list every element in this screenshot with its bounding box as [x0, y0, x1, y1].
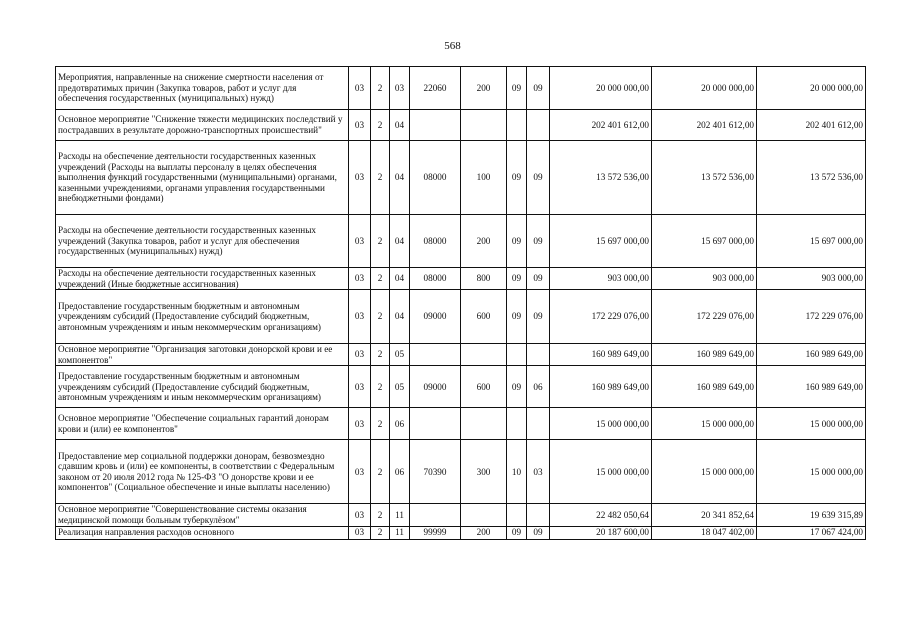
- code-measure: 11: [390, 526, 410, 539]
- code-direction: [410, 344, 461, 366]
- code-subsection: 09: [527, 215, 550, 268]
- amount-year-2: 13 572 536,00: [652, 141, 757, 215]
- amount-year-3: 903 000,00: [757, 268, 866, 290]
- code-section: 09: [507, 67, 527, 110]
- row-name: Основное мероприятие "Совершенствование системы оказания медицинской помощи больным туберкулёзом": [56, 504, 349, 526]
- code-subprogram: 2: [371, 110, 390, 141]
- table-row: [56, 215, 866, 268]
- code-subprogram: 2: [371, 440, 390, 504]
- code-expense-type: [461, 344, 507, 366]
- code-subsection: 09: [527, 526, 550, 539]
- code-subprogram: 2: [371, 67, 390, 110]
- amount-year-3: 13 572 536,00: [757, 141, 866, 215]
- code-expense-type: 100: [461, 141, 507, 215]
- amount-year-3: 172 229 076,00: [757, 290, 866, 344]
- amount-year-2: 15 000 000,00: [652, 440, 757, 504]
- code-subsection: 09: [527, 290, 550, 344]
- amount-year-1: 22 482 050,64: [550, 504, 652, 526]
- code-expense-type: 200: [461, 526, 507, 539]
- code-measure: 04: [390, 268, 410, 290]
- code-program: 03: [349, 290, 371, 344]
- amount-year-2: 172 229 076,00: [652, 290, 757, 344]
- code-subsection: 03: [527, 440, 550, 504]
- page-number: 568: [444, 40, 461, 52]
- code-direction: [410, 504, 461, 526]
- code-direction: [410, 408, 461, 440]
- amount-year-2: 202 401 612,00: [652, 110, 757, 141]
- code-section: [507, 504, 527, 526]
- code-direction: 09000: [410, 366, 461, 408]
- code-expense-type: 200: [461, 215, 507, 268]
- code-subsection: 09: [527, 268, 550, 290]
- code-program: 03: [349, 268, 371, 290]
- code-subprogram: 2: [371, 290, 390, 344]
- code-subsection: [527, 110, 550, 141]
- amount-year-2: 18 047 402,00: [652, 526, 757, 539]
- code-section: 09: [507, 268, 527, 290]
- code-expense-type: [461, 408, 507, 440]
- amount-year-3: 160 989 649,00: [757, 366, 866, 408]
- amount-year-3: 19 639 315,89: [757, 504, 866, 526]
- code-section: 10: [507, 440, 527, 504]
- amount-year-1: 172 229 076,00: [550, 290, 652, 344]
- code-direction: 09000: [410, 290, 461, 344]
- code-program: 03: [349, 110, 371, 141]
- code-section: 09: [507, 526, 527, 539]
- code-subprogram: 2: [371, 526, 390, 539]
- code-program: 03: [349, 408, 371, 440]
- row-name: Реализация направления расходов основного: [56, 526, 349, 539]
- code-direction: 99999: [410, 526, 461, 539]
- code-expense-type: 600: [461, 366, 507, 408]
- amount-year-3: 160 989 649,00: [757, 344, 866, 366]
- code-subprogram: 2: [371, 408, 390, 440]
- code-section: [507, 110, 527, 141]
- code-subprogram: 2: [371, 268, 390, 290]
- code-subsection: [527, 344, 550, 366]
- amount-year-1: 13 572 536,00: [550, 141, 652, 215]
- code-measure: 04: [390, 141, 410, 215]
- row-name: Расходы на обеспечение деятельности государственных казенных учреждений (Закупка товаров, работ и услуг для обеспечения государственных (муниципальных) нужд): [56, 215, 349, 268]
- table-row: [56, 366, 866, 408]
- code-measure: 06: [390, 440, 410, 504]
- code-section: 09: [507, 141, 527, 215]
- code-subsection: [527, 408, 550, 440]
- amount-year-1: 160 989 649,00: [550, 366, 652, 408]
- code-expense-type: 800: [461, 268, 507, 290]
- table-row: [56, 110, 866, 141]
- code-expense-type: 600: [461, 290, 507, 344]
- amount-year-3: 15 000 000,00: [757, 440, 866, 504]
- code-direction: 08000: [410, 268, 461, 290]
- amount-year-1: 903 000,00: [550, 268, 652, 290]
- amount-year-2: 20 000 000,00: [652, 67, 757, 110]
- code-expense-type: [461, 110, 507, 141]
- code-subsection: 09: [527, 67, 550, 110]
- amount-year-1: 160 989 649,00: [550, 344, 652, 366]
- code-measure: 05: [390, 366, 410, 408]
- code-section: 09: [507, 366, 527, 408]
- code-measure: 11: [390, 504, 410, 526]
- amount-year-2: 160 989 649,00: [652, 344, 757, 366]
- amount-year-1: 20 000 000,00: [550, 67, 652, 110]
- code-subprogram: 2: [371, 504, 390, 526]
- table-row: [56, 440, 866, 504]
- row-name: Предоставление мер социальной поддержки донорам, безвозмездно сдавшим кровь и (или) ее компоненты, в соответствии с Федеральным законом от 20 июля 2012 года № 125-ФЗ "О донорстве крови и ее компонентов" (Социальное обеспечение и иные выплаты населению): [56, 440, 349, 504]
- code-measure: 05: [390, 344, 410, 366]
- code-program: 03: [349, 440, 371, 504]
- code-subsection: [527, 504, 550, 526]
- code-program: 03: [349, 67, 371, 110]
- amount-year-2: 903 000,00: [652, 268, 757, 290]
- row-name: Предоставление государственным бюджетным и автономным учреждениям субсидий (Предоставление субсидий бюджетным, автономным учреждениям и иным некоммерческим организациям): [56, 366, 349, 408]
- amount-year-3: 17 067 424,00: [757, 526, 866, 539]
- amount-year-2: 15 000 000,00: [652, 408, 757, 440]
- code-direction: 08000: [410, 141, 461, 215]
- table-row: [56, 526, 866, 539]
- code-direction: 08000: [410, 215, 461, 268]
- amount-year-1: 202 401 612,00: [550, 110, 652, 141]
- amount-year-3: 202 401 612,00: [757, 110, 866, 141]
- amount-year-1: 15 697 000,00: [550, 215, 652, 268]
- table-row: [56, 268, 866, 290]
- code-measure: 04: [390, 290, 410, 344]
- code-subprogram: 2: [371, 344, 390, 366]
- table-row: [56, 141, 866, 215]
- table-row: [56, 408, 866, 440]
- code-expense-type: 200: [461, 67, 507, 110]
- code-section: 09: [507, 215, 527, 268]
- code-subprogram: 2: [371, 215, 390, 268]
- code-subsection: 09: [527, 141, 550, 215]
- row-name: Основное мероприятие "Обеспечение социальных гарантий донорам крови и (или) ее компонентов": [56, 408, 349, 440]
- amount-year-3: 15 000 000,00: [757, 408, 866, 440]
- row-name: Предоставление государственным бюджетным и автономным учреждениям субсидий (Предоставление субсидий бюджетным, автономным учреждениям и иным некоммерческим организациям): [56, 290, 349, 344]
- row-name: Расходы на обеспечение деятельности государственных казенных учреждений (Расходы на выплаты персоналу в целях обеспечения выполнения функций государственными (муниципальными) органами, казенными учреждениями, органами управления государственными внебюджетными фондами): [56, 141, 349, 215]
- code-program: 03: [349, 504, 371, 526]
- row-name: Основное мероприятие "Организация заготовки донорской крови и ее компонентов": [56, 344, 349, 366]
- budget-table: [55, 66, 866, 540]
- code-program: 03: [349, 141, 371, 215]
- row-name: Основное мероприятие "Снижение тяжести медицинских последствий у пострадавших в результате дорожно-транспортных происшествий": [56, 110, 349, 141]
- code-subprogram: 2: [371, 141, 390, 215]
- code-expense-type: [461, 504, 507, 526]
- amount-year-2: 20 341 852,64: [652, 504, 757, 526]
- code-section: [507, 408, 527, 440]
- row-name: Расходы на обеспечение деятельности государственных казенных учреждений (Иные бюджетные ассигнования): [56, 268, 349, 290]
- code-measure: 04: [390, 215, 410, 268]
- code-measure: 06: [390, 408, 410, 440]
- code-subprogram: 2: [371, 366, 390, 408]
- code-measure: 04: [390, 110, 410, 141]
- code-program: 03: [349, 526, 371, 539]
- table-row: [56, 504, 866, 526]
- code-direction: 70390: [410, 440, 461, 504]
- code-program: 03: [349, 366, 371, 408]
- amount-year-1: 20 187 600,00: [550, 526, 652, 539]
- table-row: [56, 290, 866, 344]
- amount-year-3: 15 697 000,00: [757, 215, 866, 268]
- amount-year-2: 160 989 649,00: [652, 366, 757, 408]
- code-program: 03: [349, 344, 371, 366]
- code-direction: 22060: [410, 67, 461, 110]
- amount-year-3: 20 000 000,00: [757, 67, 866, 110]
- amount-year-1: 15 000 000,00: [550, 408, 652, 440]
- code-measure: 03: [390, 67, 410, 110]
- code-section: [507, 344, 527, 366]
- code-subsection: 06: [527, 366, 550, 408]
- amount-year-1: 15 000 000,00: [550, 440, 652, 504]
- table-row: [56, 67, 866, 110]
- table-row: [56, 344, 866, 366]
- code-expense-type: 300: [461, 440, 507, 504]
- code-direction: [410, 110, 461, 141]
- row-name: Мероприятия, направленные на снижение смертности населения от предотвратимых причин (Закупка товаров, работ и услуг для обеспечения государственных (муниципальных) нужд): [56, 67, 349, 110]
- amount-year-2: 15 697 000,00: [652, 215, 757, 268]
- code-program: 03: [349, 215, 371, 268]
- code-section: 09: [507, 290, 527, 344]
